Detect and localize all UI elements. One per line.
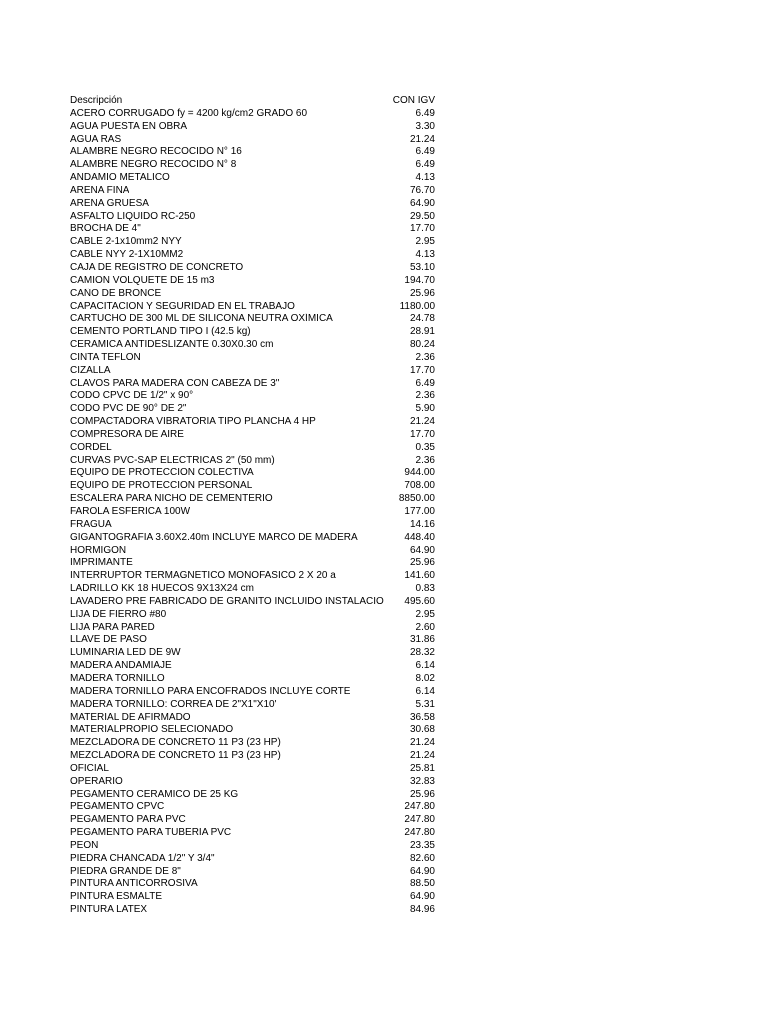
- table-row: [70, 557, 435, 570]
- item-description: INTERRUPTOR TERMAGNETICO MONOFASICO 2 X 20 a: [70, 570, 336, 582]
- item-description: COMPACTADORA VIBRATORIA TIPO PLANCHA 4 HP: [70, 416, 316, 428]
- item-price: 944.00: [404, 467, 435, 479]
- item-price: 21.24: [409, 737, 435, 749]
- table-row: [70, 596, 435, 609]
- item-description: PINTURA ESMALTE: [70, 891, 163, 903]
- item-price: 76.70: [409, 184, 435, 196]
- item-description: EQUIPO DE PROTECCION COLECTIVA: [70, 467, 254, 479]
- item-price: 28.32: [409, 647, 435, 659]
- table-row: [70, 891, 435, 904]
- price-header: CON IGV: [392, 95, 435, 106]
- table-row: [70, 378, 435, 391]
- table-row: [70, 390, 435, 403]
- item-price: 6.14: [415, 685, 435, 697]
- item-description: ESCALERA PARA NICHO DE CEMENTERIO: [70, 493, 273, 505]
- item-price: 2.36: [415, 351, 435, 363]
- item-description: FRAGUA: [70, 518, 112, 530]
- table-row: [70, 583, 435, 596]
- table-row: [70, 146, 435, 159]
- item-price: 21.24: [409, 133, 435, 145]
- item-description: PIEDRA GRANDE DE 8": [70, 865, 181, 877]
- item-description: ARENA FINA: [70, 184, 130, 196]
- item-description: IMPRIMANTE: [70, 557, 133, 569]
- item-description: HORMIGON: [70, 544, 127, 556]
- table-row: [70, 134, 435, 147]
- item-description: ALAMBRE NEGRO RECOCIDO N° 16: [70, 146, 242, 158]
- item-description: GIGANTOGRAFIA 3.60X2.40m INCLUYE MARCO DE MADERA: [70, 531, 358, 543]
- table-row: [70, 288, 435, 301]
- item-price: 6.49: [415, 159, 435, 171]
- item-description: FAROLA ESFERICA 100W: [70, 506, 191, 517]
- table-row: [70, 827, 435, 840]
- item-description: LIJA PARA PARED: [70, 621, 155, 633]
- price-list: [70, 95, 435, 917]
- item-description: PEGAMENTO PARA TUBERIA PVC: [70, 827, 232, 839]
- item-description: MADERA ANDAMIAJE: [70, 660, 172, 672]
- item-description: LIJA DE FIERRO #80: [70, 608, 167, 620]
- item-description: LUMINARIA LED DE 9W: [70, 647, 181, 659]
- item-price: 2.95: [415, 236, 435, 248]
- item-description: PINTURA LATEX: [70, 904, 148, 916]
- item-description: CIZALLA: [70, 364, 111, 376]
- item-description: LAVADERO PRE FABRICADO DE GRANITO INCLUIDO INSTALACIO: [70, 595, 384, 607]
- table-row: [70, 904, 435, 917]
- item-price: 24.78: [409, 313, 435, 325]
- table-row: [70, 660, 435, 673]
- item-price: 21.24: [409, 750, 435, 762]
- table-row: [70, 236, 435, 249]
- item-description: PIEDRA CHANCADA 1/2" Y 3/4": [70, 852, 215, 864]
- item-price: 31.86: [409, 634, 435, 646]
- table-row: [70, 172, 435, 185]
- table-row: [70, 519, 435, 532]
- item-description: CAÑO DE BRONCE: [70, 287, 162, 299]
- item-description: ARENA GRUESA: [70, 197, 149, 209]
- item-description: MEZCLADORA DE CONCRETO 11 P3 (23 HP): [70, 737, 281, 749]
- item-description: CODO CPVC DE 1/2" x 90°: [70, 390, 194, 402]
- item-description: CABLE NYY 2-1X10MM2: [70, 249, 184, 261]
- item-description: ALAMBRE NEGRO RECOCIDO N° 8: [70, 159, 237, 171]
- table-row: [70, 853, 435, 866]
- item-price: 194.70: [404, 274, 435, 286]
- item-price: 141.60: [404, 570, 435, 582]
- table-row: [70, 506, 435, 519]
- item-description: CABLE 2-1x10mm2 NYY: [70, 236, 182, 248]
- table-row: [70, 801, 435, 814]
- item-description: AGUA RAS: [70, 133, 122, 145]
- item-description: COMPRESORA DE AIRE: [70, 428, 184, 440]
- table-row: [70, 699, 435, 712]
- item-price: 64.90: [409, 891, 435, 903]
- table-row: [70, 840, 435, 853]
- table-row: [70, 622, 435, 635]
- item-price: 6.49: [415, 107, 435, 119]
- item-description: OPERARIO: [70, 775, 123, 787]
- table-row: [70, 712, 435, 725]
- table-row: [70, 185, 435, 198]
- table-row: [70, 198, 435, 211]
- item-price: 36.58: [409, 711, 435, 723]
- item-price: 17.70: [409, 223, 435, 235]
- item-description: ANDAMIO METALICO: [70, 172, 170, 184]
- item-description: CURVAS PVC-SAP ELECTRICAS 2" (50 mm): [70, 454, 275, 466]
- item-description: AGUA PUESTA EN OBRA: [70, 120, 188, 132]
- table-row: [70, 313, 435, 326]
- item-price: 25.96: [409, 287, 435, 299]
- item-price: 448.40: [404, 531, 435, 543]
- table-row: [70, 609, 435, 622]
- item-price: 247.80: [404, 827, 435, 839]
- item-description: OFICIAL: [70, 762, 109, 774]
- table-row: [70, 493, 435, 506]
- item-price: 21.24: [409, 416, 435, 428]
- item-price: 495.60: [404, 595, 435, 607]
- item-price: 708.00: [404, 480, 435, 492]
- item-price: 23.35: [409, 839, 435, 851]
- item-description: MEZCLADORA DE CONCRETO 11 P3 (23 HP): [70, 750, 281, 762]
- item-description: CERAMICA ANTIDESLIZANTE 0.30X0.30 cm: [70, 339, 274, 351]
- item-price: 2.60: [415, 621, 435, 633]
- table-row: [70, 673, 435, 686]
- price-rows: [70, 108, 435, 917]
- item-description: PEGAMENTO PARA PVC: [70, 814, 186, 826]
- item-description: PEGAMENTO CPVC: [70, 801, 165, 813]
- item-description: MATERIALPROPIO SELECIONADO: [70, 724, 234, 736]
- item-description: MADERA TORNILLO: [70, 672, 165, 684]
- table-row: [70, 455, 435, 468]
- item-price: 4.13: [415, 172, 435, 184]
- item-price: 30.68: [409, 724, 435, 736]
- item-price: 8.02: [415, 672, 435, 684]
- item-description: CAMION VOLQUETE DE 15 m3: [70, 274, 215, 286]
- item-description: CARTUCHO DE 300 ML DE SILICONA NEUTRA OXÍMICA: [70, 313, 333, 325]
- item-price: 17.70: [409, 364, 435, 376]
- table-row: [70, 878, 435, 891]
- item-price: 6.49: [415, 146, 435, 158]
- item-price: 25.81: [409, 762, 435, 774]
- item-price: 3.30: [415, 120, 435, 132]
- item-price: 64.90: [409, 865, 435, 877]
- table-row: [70, 866, 435, 879]
- item-description: CORDEL: [70, 441, 112, 453]
- table-row: [70, 647, 435, 660]
- item-price: 32.83: [409, 775, 435, 787]
- item-description: CAJA DE REGISTRO DE CONCRETO: [70, 261, 244, 273]
- item-price: 2.95: [415, 608, 435, 620]
- item-description: CLAVOS PARA MADERA CON CABEZA DE 3": [70, 377, 280, 389]
- table-row: [70, 403, 435, 416]
- table-row: [70, 814, 435, 827]
- item-price: 64.90: [409, 544, 435, 556]
- table-row: [70, 352, 435, 365]
- item-description: LLAVE DE PASO: [70, 634, 147, 646]
- header-row: [70, 95, 435, 108]
- item-price: 14.16: [409, 518, 435, 530]
- table-row: [70, 532, 435, 545]
- item-price: 5.90: [415, 403, 435, 415]
- item-price: 4.13: [415, 249, 435, 261]
- item-price: 88.50: [409, 878, 435, 890]
- item-description: CEMENTO PORTLAND TIPO I (42.5 kg): [70, 326, 251, 338]
- table-row: [70, 724, 435, 737]
- item-description: CAPACITACION Y SEGURIDAD EN EL TRABAJO: [70, 300, 295, 312]
- item-price: 84.96: [409, 904, 435, 916]
- item-description: CODO PVC DE 90° DE 2": [70, 403, 187, 415]
- table-row: [70, 339, 435, 352]
- table-row: [70, 301, 435, 314]
- item-description: PEGAMENTO CERAMICO DE 25 KG: [70, 788, 239, 800]
- item-description: ASFALTO LIQUIDO RC-250: [70, 210, 196, 222]
- item-description: MADERA TORNILLO: CORREA DE 2"X1"X10': [70, 698, 277, 710]
- table-row: [70, 750, 435, 763]
- table-row: [70, 326, 435, 339]
- table-row: [70, 262, 435, 275]
- item-price: 247.80: [404, 801, 435, 813]
- item-price: 177.00: [404, 506, 435, 517]
- table-row: [70, 159, 435, 172]
- table-row: [70, 416, 435, 429]
- table-row: [70, 467, 435, 480]
- item-price: 25.96: [409, 557, 435, 569]
- table-row: [70, 686, 435, 699]
- item-price: 8850.00: [398, 493, 435, 505]
- item-price: 247.80: [404, 814, 435, 826]
- item-price: 28.91: [409, 326, 435, 338]
- table-row: [70, 223, 435, 236]
- table-row: [70, 442, 435, 455]
- table-row: [70, 634, 435, 647]
- item-price: 6.14: [415, 660, 435, 672]
- item-description: EQUIPO DE PROTECCION PERSONAL: [70, 480, 253, 492]
- table-row: [70, 121, 435, 134]
- table-row: [70, 429, 435, 442]
- item-description: PEON: [70, 839, 99, 851]
- table-row: [70, 545, 435, 558]
- item-price: 29.50: [409, 210, 435, 222]
- item-price: 6.49: [415, 377, 435, 389]
- item-price: 2.36: [415, 454, 435, 466]
- table-row: [70, 249, 435, 262]
- item-description: PINTURA ANTICORROSIVA: [70, 878, 198, 890]
- item-description: BROCHA DE 4": [70, 223, 141, 235]
- item-description: MADERA TORNILLO PARA ENCOFRADOS INCLUYE CORTE: [70, 685, 351, 697]
- table-row: [70, 480, 435, 493]
- item-price: 64.90: [409, 197, 435, 209]
- item-price: 2.36: [415, 390, 435, 402]
- item-description: LADRILLO KK 18 HUECOS 9X13X24 cm: [70, 583, 254, 595]
- item-price: 5.31: [415, 698, 435, 710]
- table-row: [70, 108, 435, 121]
- description-header: Descripción: [70, 95, 123, 106]
- item-price: 0.83: [415, 583, 435, 595]
- item-price: 82.60: [409, 852, 435, 864]
- item-price: 0.35: [415, 441, 435, 453]
- item-price: 80.24: [409, 339, 435, 351]
- table-row: [70, 776, 435, 789]
- table-row: [70, 570, 435, 583]
- item-description: CINTA TEFLON: [70, 351, 141, 363]
- item-price: 53.10: [409, 261, 435, 273]
- table-row: [70, 275, 435, 288]
- item-price: 25.96: [409, 788, 435, 800]
- table-row: [70, 737, 435, 750]
- item-description: MATERIAL DE AFIRMADO: [70, 711, 191, 723]
- item-price: 1180.00: [399, 300, 435, 312]
- table-row: [70, 211, 435, 224]
- table-row: [70, 763, 435, 776]
- item-price: 17.70: [409, 428, 435, 440]
- item-description: ACERO CORRUGADO fy = 4200 kg/cm2 GRADO 60: [70, 107, 308, 119]
- table-row: [70, 365, 435, 378]
- table-row: [70, 789, 435, 802]
